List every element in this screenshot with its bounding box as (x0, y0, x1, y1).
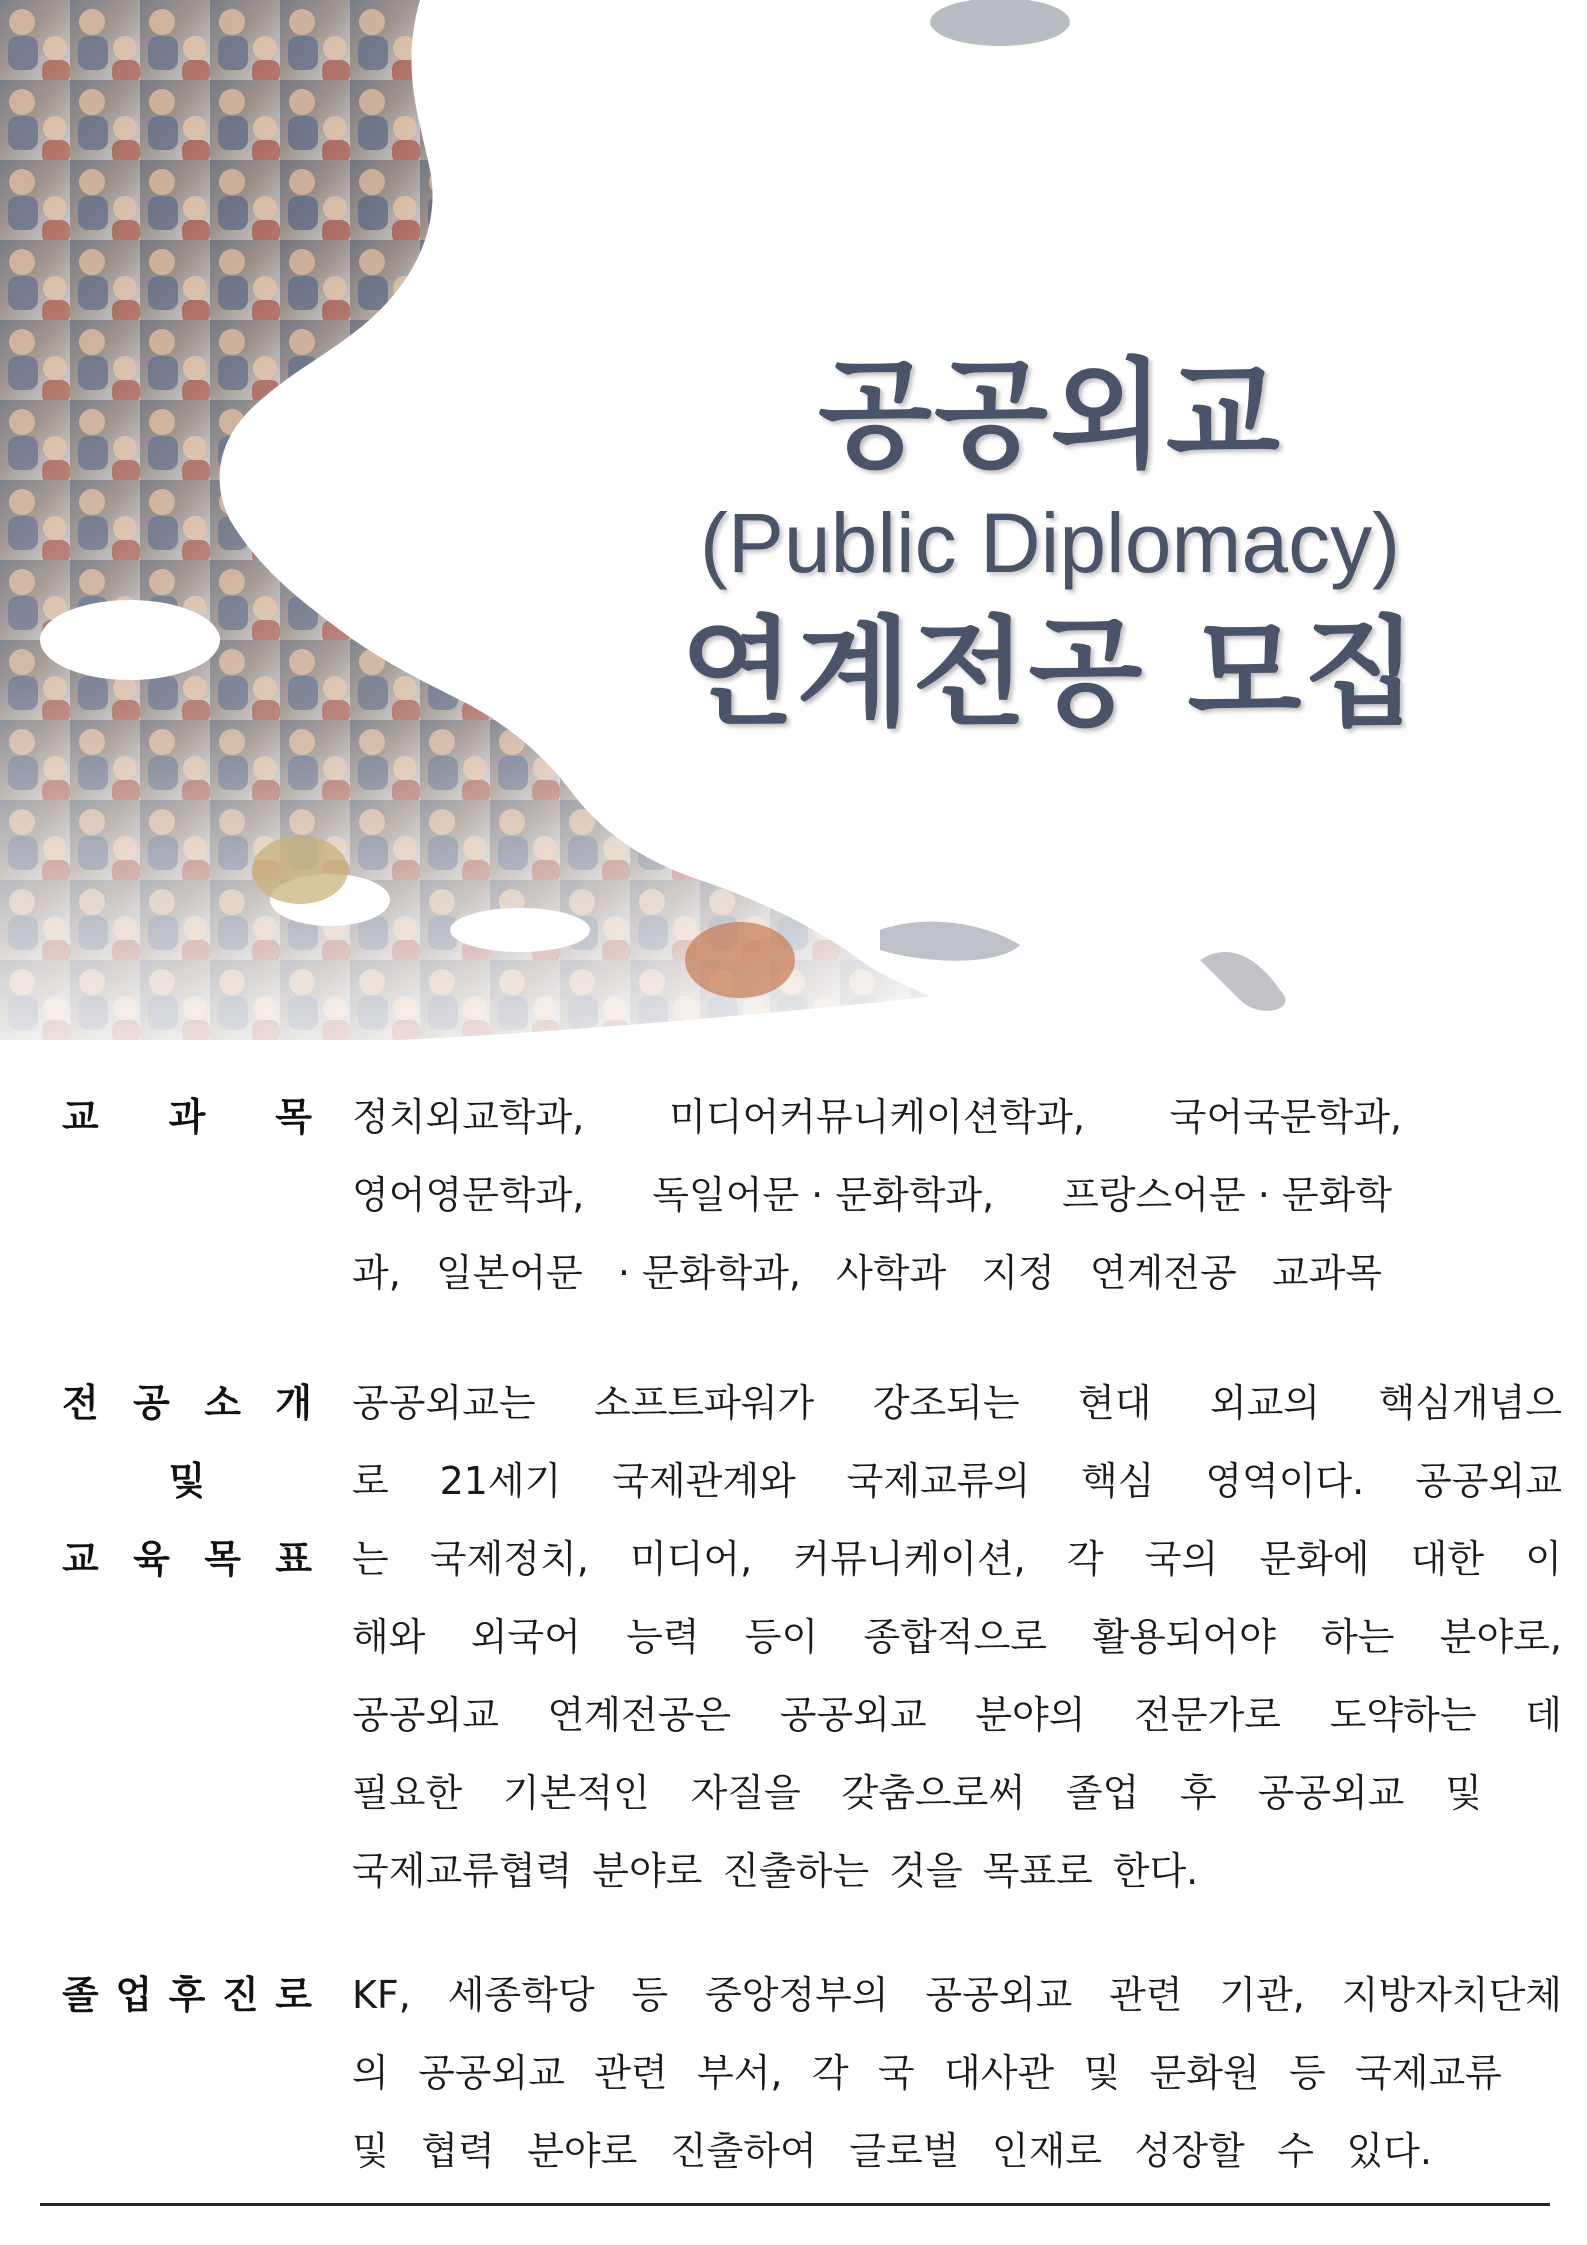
career-label: 졸 업 후 진 로 (62, 1973, 312, 2017)
crowd-patch (685, 922, 795, 998)
page-title: 공공외교 (818, 346, 1282, 484)
island-shape (40, 600, 220, 680)
island-shape (450, 908, 590, 952)
intro-text: 공공외교는 소프트파워가 강조되는 현대 외교의 핵심개념으 로 21세기 국제관계와 국제교류의 핵심 영역이다. 공공외교 는 국제정치, 미디어, 커뮤니케이션, 각 국의 문화에 대한 이 해와 외국어 능력 등이 종합적으로 활용되어야 하는 분야로, 공공외교 연계전공은 공공외교 분야의 전문가로 도약하는 데 필요한 기본적인 자질을 갖춤으로써 졸업 후 공공외교 및 국제교류협력 분야로 진출하는 것을 목표로 한다. (352, 1381, 1562, 1893)
courses-text: 정치외교학과, 미디어커뮤니케이션학과, 국어국문학과, 영어영문학과, 독일어문 · 문화학과, 프랑스어문 · 문화학 과, 일본어문 · 문화학과, 사학과 지정 연계전공 교과목 (352, 1095, 1402, 1295)
page-title-recruit: 연계전공 모집 (680, 604, 1420, 742)
title-block (560, 340, 1540, 748)
crowd-patch (930, 0, 1070, 46)
crowd-patch (252, 836, 348, 904)
career-text: KF, 세종학당 등 중앙정부의 공공외교 관련 기관, 지방자치단체 의 공공외교 관련 부서, 각 국 대사관 및 문화원 등 국제교류 및 협력 분야로 진출하여 글로벌 인재로 성장할 수 있다. (352, 1973, 1562, 2173)
intro-label: 전 공 소 개 및 교 육 목 표 (62, 1381, 312, 1581)
hero-banner (0, 0, 1587, 1040)
page-subtitle: (Public Diplomacy) (699, 496, 1401, 590)
bottom-divider (40, 2203, 1550, 2206)
courses-label: 교 과 목 (62, 1095, 312, 1139)
